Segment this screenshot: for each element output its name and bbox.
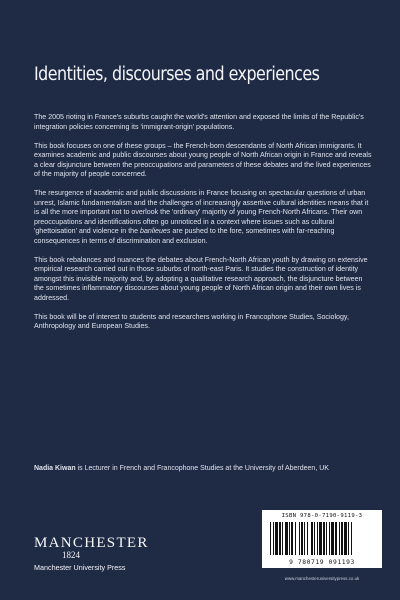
publisher-logo-year: 1824 bbox=[62, 550, 80, 560]
author-bio: is Lecturer in French and Francophone Studies at the University of Aberdeen, UK bbox=[75, 465, 329, 472]
publisher-logo-name: MANCHESTER bbox=[34, 535, 149, 551]
author-name: Nadia Kiwan bbox=[34, 465, 76, 472]
blurb-paragraph: This book will be of interest to students and researchers working in Francophone Studies, Sociology, Anthropology and European Studies. bbox=[34, 312, 349, 330]
blurb-paragraph: This book focuses on one of these groups – the French-born descendants of North African immigrants. It examines academic and public discourses about young people of North African origin in France and reveals a clear disjuncture between the preoccupations and parameters of these debates and the lived experiences of the majority of people concerned. bbox=[34, 141, 372, 178]
isbn-label: ISBN 978-0-7190-9119-3 bbox=[281, 513, 363, 519]
barcode-bars bbox=[270, 522, 374, 555]
blurb bbox=[34, 113, 372, 341]
book-title: Identities, discourses and experiences bbox=[34, 64, 320, 85]
author-note bbox=[34, 465, 374, 472]
ean-digits: 9 780719 091193 bbox=[289, 559, 355, 566]
publisher-url: www.manchesteruniversitypress.co.uk bbox=[284, 576, 360, 581]
blurb-paragraph: The resurgence of academic and public discussions in France focusing on spectacular questions of urban unrest, Islamic fundamentalism and the challenges of increasingly assertive cultural identities means that it is all the more important not to overlook the 'ordinary' majority of young French-North Africans. Their own preoccupations and identifications often go unnoticed in a context where issues such as cultural 'ghettoisation' and violence in the banlieues are pushed to the fore, sometimes with far-reaching consequences in terms of discrimination and exclusion. bbox=[34, 189, 369, 245]
barcode-box bbox=[262, 510, 382, 568]
publisher-logo bbox=[34, 535, 154, 572]
publisher-name: Manchester University Press bbox=[34, 563, 126, 572]
blurb-paragraph: This book rebalances and nuances the debates about French-North African youth by drawing on extensive empirical research carried out in those suburbs of north-east Paris. It studies the construction of identity amongst this invisible majority and, by adopting a qualitative research approach, the disjuncture between the sometimes inflammatory discourses about young people of North African origin and their own lives is addressed. bbox=[34, 255, 368, 302]
blurb-paragraph: The 2005 rioting in France's suburbs caught the world's attention and exposed the limits of the Republic's integration policies concerning its 'immigrant-origin' populations. bbox=[34, 113, 364, 131]
